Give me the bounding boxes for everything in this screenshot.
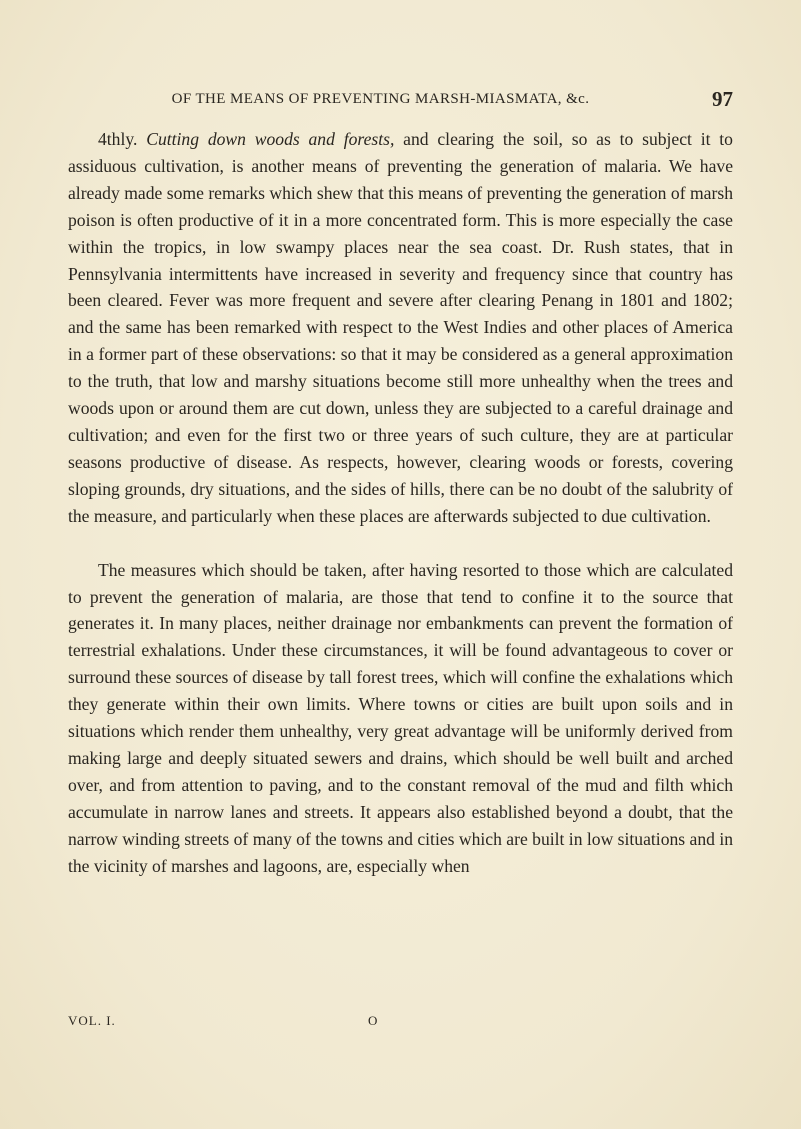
volume-label: VOL. I. — [68, 1013, 116, 1028]
running-head — [68, 89, 733, 113]
page-number: 97 — [712, 87, 733, 111]
paragraph-cutting-down-woods — [68, 126, 733, 530]
signature-mark: O — [368, 1013, 379, 1028]
page-footer — [68, 1013, 733, 1033]
body-text — [68, 126, 733, 879]
paragraph-body: and clearing the soil, so as to subject it to assiduous cultivation, is another means of preventing the generation of malaria. We have already made some remarks which shew that this means of preventing the generation of marsh poison is often productive of it in a more concentrated form. This is more especially the case within the tropics, in low swampy places near the sea coast. Dr. Rush states, that in Pennsylvania intermittents have increased in severity and frequency since that country has been cleared. Fever was more frequent and severe after clearing Penang in 1801 and 1802; and the same has been remarked with respect to the West Indies and other places of America in a former part of these observations: so that it may be considered as a general approximation to the truth, that low and marshy situations become still more unhealthy when the trees and woods upon or around them are cut down, unless they are subjected to a careful drainage and cultivation; and even for the first two or three years of such culture, they are at particular seasons productive of disease. As respects, however, clearing woods or forests, covering sloping grounds, dry situations, and the sides of hills, there can be no doubt of the salubrity of the measure, and particularly when these places are afterwards subjected to due cultivation. — [68, 129, 733, 526]
paragraph-confining-malaria: The measures which should be taken, after having resorted to those which are calculated to prevent the generation of malaria, are those that tend to confine it to the source that generates it. In many places, neither drainage nor embankments can prevent the formation of terrestrial exhalations. Under these circumstances, it will be found advantageous to cover or surround these sources of disease by tall forest trees, which will confine the exhalations which they generate within their own limits. Where towns or cities are built upon soils and in situations which render them unhealthy, very great advantage will be uniformly derived from making large and deeply situated sewers and drains, which should be well built and arched over, and from attention to paving, and to the constant removal of the mud and filth which accumulate in narrow lanes and streets. It appears also established beyond a doubt, that the narrow winding streets of many of the towns and cities which are built in low situations and in the vicinity of marshes and lagoons, are, especially when — [68, 559, 734, 876]
running-title: OF THE MEANS OF PREVENTING MARSH-MIASMATA, &c. — [171, 91, 590, 107]
paragraph-lead: 4thly. — [98, 129, 138, 149]
paragraph-italic-heading: Cutting down woods and forests, — [146, 129, 395, 149]
